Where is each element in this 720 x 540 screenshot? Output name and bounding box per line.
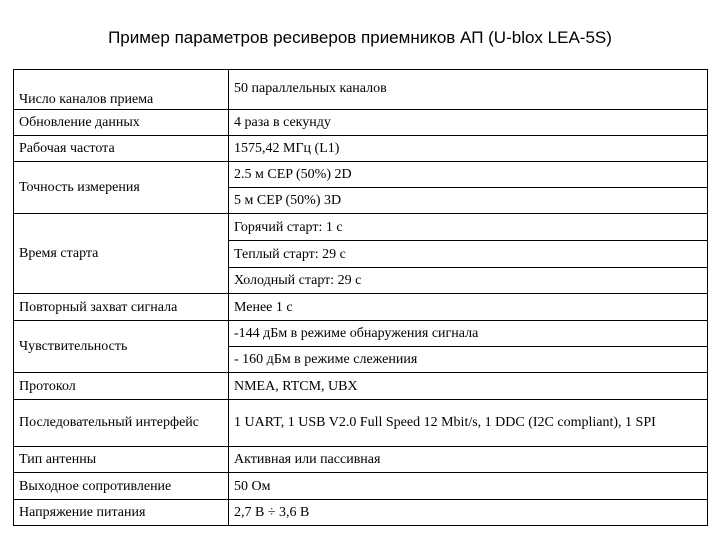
value-cell: 50 Ом xyxy=(229,473,708,500)
value-cell: 2,7 В ÷ 3,6 В xyxy=(229,500,708,526)
value-cell: Теплый старт: 29 с xyxy=(229,241,708,268)
table-row xyxy=(14,136,708,162)
value-cell: -144 дБм в режиме обнаружения сигнала xyxy=(229,321,708,347)
param-cell: Напряжение питания xyxy=(14,500,229,526)
value-cell: 1575,42 МГц (L1) xyxy=(229,136,708,162)
param-cell: Точность измерения xyxy=(14,162,229,214)
param-cell: Повторный захват сигнала xyxy=(14,294,229,321)
param-cell: Последовательный интерфейс xyxy=(14,400,229,447)
param-cell: Протокол xyxy=(14,373,229,400)
value-cell: NMEA, RTCM, UBX xyxy=(229,373,708,400)
param-cell: Число каналов приема xyxy=(14,70,229,110)
value-cell: Активная или пассивная xyxy=(229,447,708,473)
table-row xyxy=(14,70,708,110)
table-row xyxy=(14,500,708,526)
param-cell: Обновление данных xyxy=(14,110,229,136)
value-cell: - 160 дБм в режиме слежениия xyxy=(229,347,708,373)
page-title: Пример параметров ресиверов приемников АП (U-blox LEA-5S) xyxy=(108,28,612,47)
specs-table xyxy=(13,69,708,526)
param-cell: Чувствительность xyxy=(14,321,229,373)
table-row xyxy=(14,321,708,347)
table-row xyxy=(14,214,708,241)
value-cell: 4 раза в секунду xyxy=(229,110,708,136)
value-cell: 5 м CEP (50%) 3D xyxy=(229,188,708,214)
param-cell: Тип антенны xyxy=(14,447,229,473)
param-cell: Время старта xyxy=(14,214,229,294)
table-row xyxy=(14,373,708,400)
table-row xyxy=(14,473,708,500)
value-cell: Холодный старт: 29 с xyxy=(229,268,708,294)
value-cell: 1 UART, 1 USB V2.0 Full Speed 12 Mbit/s, 1 DDC (I2C compliant), 1 SPI xyxy=(229,400,708,447)
value-cell: 50 параллельных каналов xyxy=(229,70,708,110)
table-row xyxy=(14,110,708,136)
table-row xyxy=(14,162,708,188)
value-cell: Менее 1 с xyxy=(229,294,708,321)
table-row xyxy=(14,400,708,447)
table-row xyxy=(14,447,708,473)
value-cell: Горячий старт: 1 с xyxy=(229,214,708,241)
table-row xyxy=(14,294,708,321)
param-cell: Рабочая частота xyxy=(14,136,229,162)
value-cell: 2.5 м CEP (50%) 2D xyxy=(229,162,708,188)
param-cell: Выходное сопротивление xyxy=(14,473,229,500)
